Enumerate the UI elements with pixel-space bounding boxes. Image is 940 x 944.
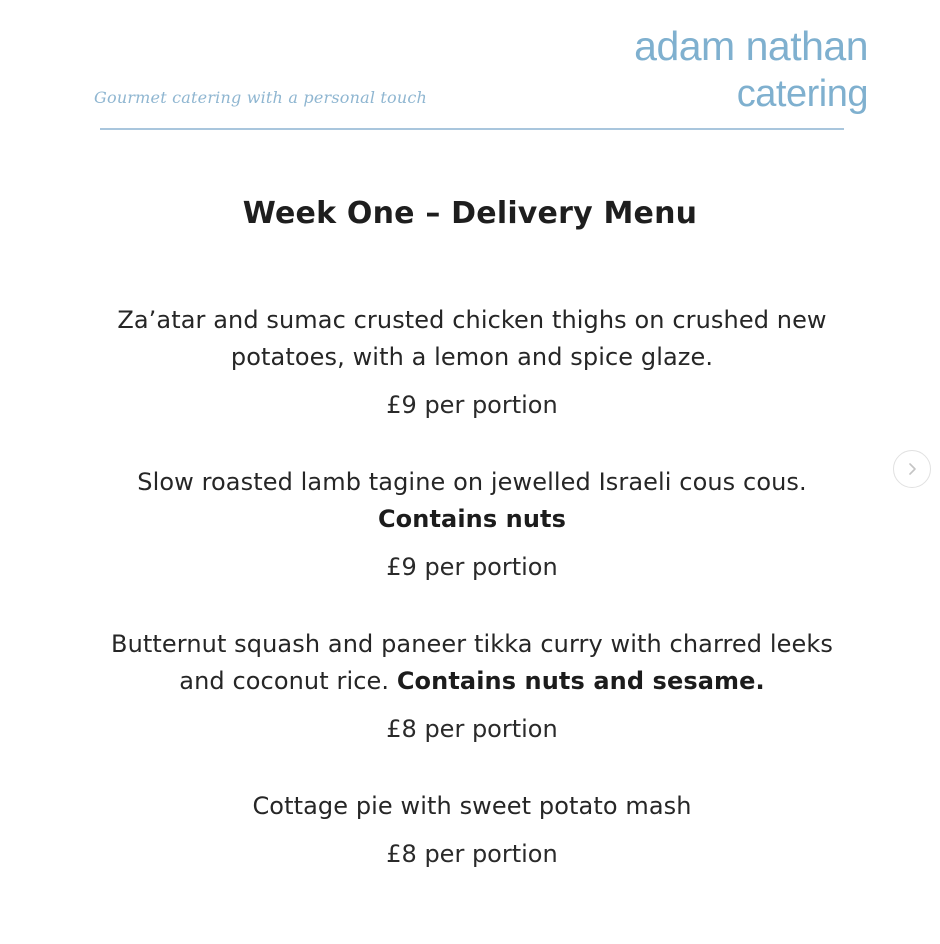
menu-item bbox=[100, 788, 844, 869]
menu-header bbox=[0, 0, 940, 140]
menu-item-price: £9 per portion bbox=[386, 553, 558, 581]
menu-item-description bbox=[100, 626, 844, 700]
menu-item-text: Slow roasted lamb tagine on jewelled Israeli cous cous. bbox=[137, 468, 807, 496]
menu-item-description bbox=[100, 464, 844, 538]
tagline: Gourmet catering with a personal touch bbox=[94, 88, 428, 107]
brand-subname: catering bbox=[736, 73, 868, 115]
header-divider bbox=[100, 128, 844, 130]
page-title: Week One – Delivery Menu bbox=[242, 196, 698, 231]
menu-list bbox=[100, 302, 844, 869]
brand-name: adam nathan bbox=[634, 23, 868, 69]
chevron-right-icon bbox=[905, 462, 919, 476]
menu-item-price: £9 per portion bbox=[386, 391, 558, 419]
menu-item bbox=[100, 626, 844, 744]
menu-item bbox=[100, 464, 844, 582]
menu-item-description bbox=[100, 302, 844, 376]
allergen-note: Contains nuts and sesame. bbox=[396, 667, 765, 695]
menu-item-text: Za’atar and sumac crusted chicken thighs on crushed new potatoes, with a lemon and spice glaze. bbox=[117, 306, 827, 371]
menu-item-price: £8 per portion bbox=[386, 840, 558, 868]
allergen-note: Contains nuts bbox=[377, 505, 567, 533]
menu-item-description bbox=[100, 788, 844, 825]
next-image-button[interactable] bbox=[893, 450, 931, 488]
menu-item-price: £8 per portion bbox=[386, 715, 558, 743]
menu-item-text: Cottage pie with sweet potato mash bbox=[252, 792, 692, 820]
menu-item-text: Butternut squash and paneer tikka curry with charred leeks and coconut rice. bbox=[111, 630, 833, 695]
menu-item bbox=[100, 302, 844, 420]
